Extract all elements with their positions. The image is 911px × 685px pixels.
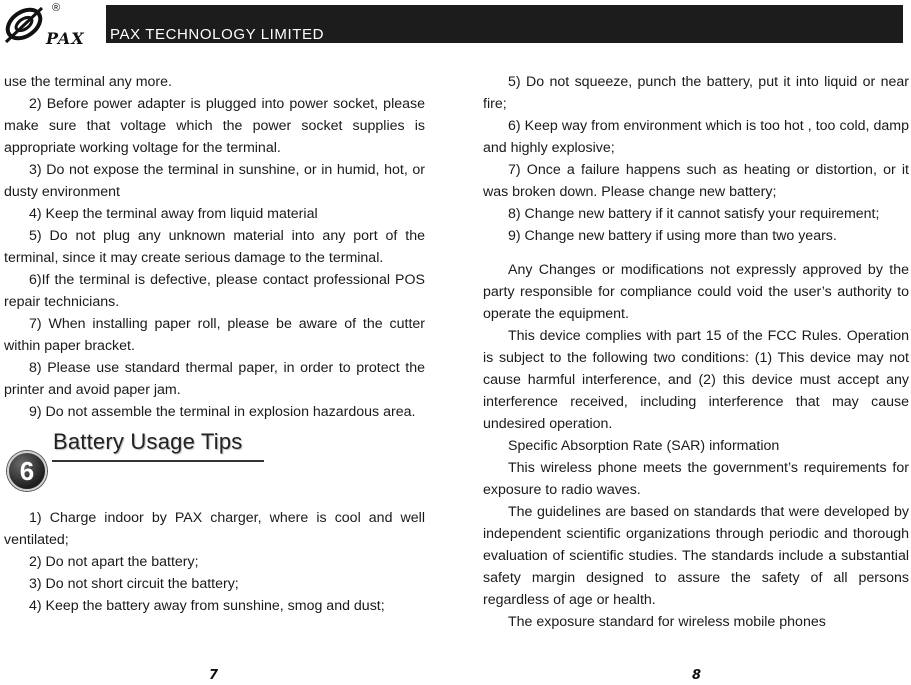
paragraph: 5) Do not plug any unknown material into any port of the terminal, since it may create serious damage to the terminal.	[4, 228, 425, 266]
paragraph: 5) Do not squeeze, punch the battery, put it into liquid or near fire;	[483, 74, 909, 112]
paragraph: 9) Do not assemble the terminal in explosion hazardous area.	[29, 404, 416, 420]
paragraph: The guidelines are based on standards that were developed by independent scientific organizations through periodic and thorough evaluation of scientific studies. The standards include a substantial safety margin designed to assure the safety of all persons regardless of age or health.	[483, 504, 909, 608]
header-banner	[106, 5, 903, 43]
paragraph-gap	[483, 247, 909, 259]
left-paragraphs-before	[4, 71, 425, 423]
page-number-right: 8	[692, 668, 702, 683]
paragraph: 1) Charge indoor by PAX charger, where is cool and well ventilated;	[4, 510, 425, 548]
paragraph: 8) Please use standard thermal paper, in order to protect the printer and avoid paper jam.	[4, 360, 425, 398]
section-number-badge: 6	[7, 451, 47, 491]
paragraph: 6)If the terminal is defective, please contact professional POS repair technicians.	[4, 272, 425, 310]
right-paragraphs-battery	[483, 71, 909, 247]
section-heading	[4, 431, 425, 507]
company-name: PAX TECHNOLOGY LIMITED	[110, 26, 325, 43]
pax-logo-icon	[2, 2, 52, 46]
paragraph: 8) Change new battery if it cannot satisfy your requirement;	[508, 206, 880, 222]
paragraph: 2) Do not apart the battery;	[29, 554, 199, 570]
paragraph: 4) Keep the terminal away from liquid material	[29, 206, 318, 222]
right-column	[483, 71, 909, 633]
paragraph: 9) Change new battery if using more than two years.	[508, 228, 837, 244]
paragraph: 7) When installing paper roll, please be aware of the cutter within paper bracket.	[4, 316, 425, 354]
pax-logo	[2, 2, 98, 46]
paragraph: 3) Do not short circuit the battery;	[29, 576, 239, 592]
left-paragraphs-after	[4, 507, 425, 617]
page-header	[0, 0, 911, 48]
right-paragraphs-fcc	[483, 259, 909, 633]
page-number-left: 7	[209, 668, 219, 683]
paragraph: This wireless phone meets the government’s requirements for exposure to radio waves.	[483, 460, 909, 498]
paragraph: Specific Absorption Rate (SAR) information	[508, 438, 780, 454]
paragraph: 2) Before power adapter is plugged into power socket, please make sure that voltage which the power socket supplies is appropriate working voltage for the terminal.	[4, 96, 425, 156]
paragraph: 4) Keep the battery away from sunshine, smog and dust;	[29, 598, 385, 614]
left-column	[4, 71, 425, 617]
paragraph: 7) Once a failure happens such as heating or distortion, or it was broken down. Please change new battery;	[483, 162, 909, 200]
logo-text: PAX	[46, 29, 85, 48]
paragraph: Any Changes or modifications not expressly approved by the party responsible for compliance could void the user’s authority to operate the equipment.	[483, 262, 909, 322]
paragraph: use the terminal any more.	[4, 74, 172, 90]
paragraph: 3) Do not expose the terminal in sunshine, or in humid, hot, or dusty environment	[4, 162, 425, 200]
section-underline	[52, 460, 264, 462]
paragraph: This device complies with part 15 of the FCC Rules. Operation is subject to the following two conditions: (1) This device may not cause harmful interference, and (2) this device must accept any interference received, including interference that may cause undesired operation.	[483, 328, 909, 432]
paragraph: 6) Keep way from environment which is too hot , too cold, damp and highly explosive;	[483, 118, 909, 156]
registered-mark: ®	[52, 2, 61, 14]
section-title: Battery Usage Tips	[53, 429, 243, 454]
paragraph: The exposure standard for wireless mobile phones	[508, 614, 826, 630]
